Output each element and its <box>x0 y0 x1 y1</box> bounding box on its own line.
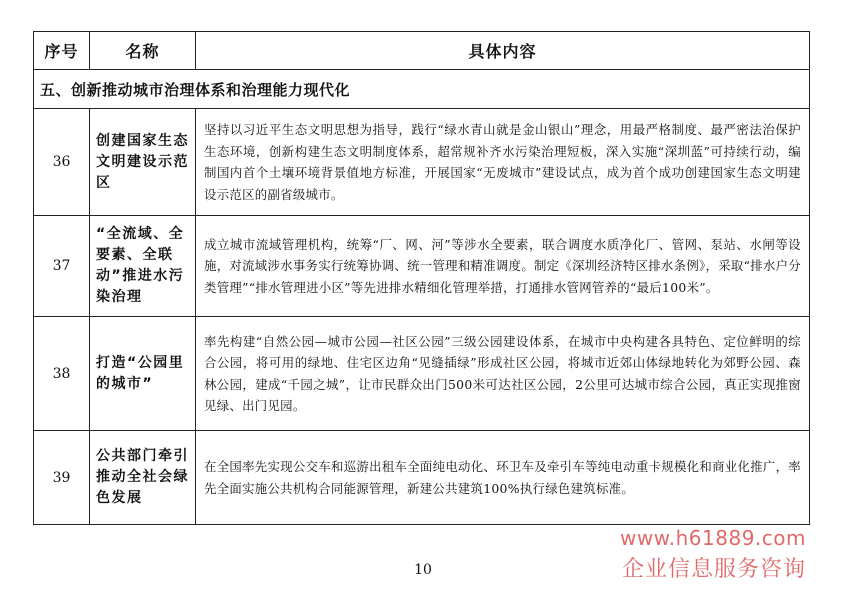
section-row <box>34 70 810 109</box>
row-number: 38 <box>34 317 90 431</box>
section-title: 五、创新推动城市治理体系和治理能力现代化 <box>34 70 810 109</box>
row-content: 率先构建“自然公园—城市公园—社区公园”三级公园建设体系，在城市中央构建各具特色、定位鲜明的综合公园，将可用的绿地、住宅区边角“见缝插绿”形成社区公园，将城市近郊山体绿地转化为郊野公园、森林公园，建成“千园之城”，让市民群众出门500米可达社区公园，2公里可达城市综合公园，真正实现推窗见绿、出门见园。 <box>196 317 810 431</box>
table-row <box>34 216 810 317</box>
row-name: 打造“公园里的城市” <box>90 317 196 431</box>
row-name: 公共部门牵引推动全社会绿色发展 <box>90 431 196 525</box>
table-row <box>34 109 810 216</box>
row-name: “全流域、全要素、全联动”推进水污染治理 <box>90 216 196 317</box>
row-content: 在全国率先实现公交车和巡游出租车全面纯电动化、环卫车及牵引车等纯电动重卡规模化和商业化推广，率先全面实施公共机构合同能源管理，新建公共建筑100%执行绿色建筑标准。 <box>196 431 810 525</box>
table-row <box>34 431 810 525</box>
row-number: 36 <box>34 109 90 216</box>
content-table <box>33 31 810 525</box>
watermark-text: 企业信息服务咨询 <box>621 557 806 582</box>
table-header-row <box>34 32 810 70</box>
row-number: 37 <box>34 216 90 317</box>
watermark-url: www.h61889.com <box>620 526 806 550</box>
header-content: 具体内容 <box>196 32 810 70</box>
row-content: 坚持以习近平生态文明思想为指导，践行“绿水青山就是金山银山”理念，用最严格制度、最严密法治保护生态环境，创新构建生态文明制度体系，超常规补齐水污染治理短板，深入实施“深圳蓝”可持续行动，编制国内首个土壤环境背景值地方标准，开展国家“无废城市”建设试点，成为首个成功创建国家生态文明建设示范区的副省级城市。 <box>196 109 810 216</box>
header-no: 序号 <box>34 32 90 70</box>
table-row <box>34 317 810 431</box>
row-content: 成立城市流域管理机构，统筹“厂、网、河”等涉水全要素，联合调度水质净化厂、管网、泵站、水闸等设施，对流域涉水事务实行统筹协调、统一管理和精准调度。制定《深圳经济特区排水条例》，采取“排水户分类管理”“排水管理进小区”等先进排水精细化管理举措，打通排水管网管养的“最后100米”。 <box>196 216 810 317</box>
row-number: 39 <box>34 431 90 525</box>
row-name: 创建国家生态文明建设示范区 <box>90 109 196 216</box>
watermark <box>620 526 806 583</box>
page-number: 10 <box>414 562 432 578</box>
header-name: 名称 <box>90 32 196 70</box>
